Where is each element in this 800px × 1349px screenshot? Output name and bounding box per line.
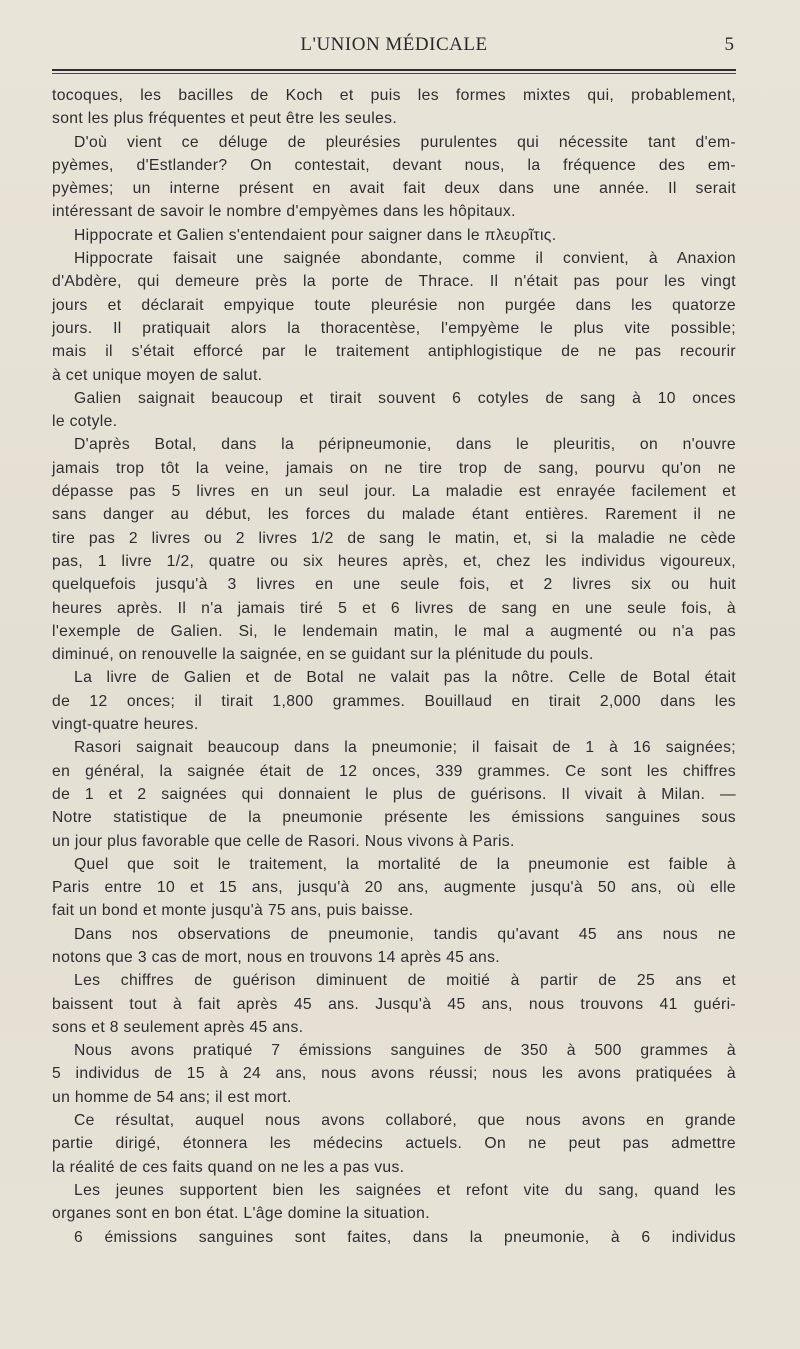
text-line: à cet unique moyen de salut. (52, 366, 263, 384)
text-line: intéressant de savoir le nombre d'empyèmes dans les hôpitaux. (52, 203, 516, 221)
text-line: Galien saignait beaucoup et tirait souvent 6 cotyles de sang à 10 onces (74, 389, 736, 407)
running-title: L'UNION MÉDICALE (300, 34, 488, 55)
text-line: de 12 onces; il tirait 1,800 grammes. Bouillaud en tirait 2,000 dans les (52, 692, 736, 710)
text-line: sans danger au début, les forces du malade étant entières. Rarement il ne (52, 506, 736, 524)
body-text (52, 84, 736, 1249)
text-line: un homme de 54 ans; il est mort. (52, 1088, 292, 1106)
text-line: 5 individus de 15 à 24 ans, nous avons réussi; nous les avons pratiquées à (52, 1065, 736, 1083)
text-line: fait un bond et monte jusqu'à 75 ans, puis baisse. (52, 902, 414, 920)
text-line: la réalité de ces faits quand on ne les a pas vus. (52, 1158, 405, 1176)
text-line: tocoques, les bacilles de Koch et puis les formes mixtes qui, probablement, (52, 87, 736, 104)
text-line: le cotyle. (52, 413, 118, 431)
text-line: Les jeunes supportent bien les saignées et refont vite du sang, quand les (74, 1181, 736, 1199)
text-line: tire pas 2 livres ou 2 livres 1/2 de sang le matin, et, si la maladie ne cède (52, 529, 736, 547)
text-line: Les chiffres de guérison diminuent de moitié à partir de 25 ans et (74, 972, 736, 990)
text-line: vingt-quatre heures. (52, 716, 199, 734)
page-header (52, 34, 736, 62)
text-line: 6 émissions sanguines sont faites, dans la pneumonie, à 6 individus (74, 1228, 736, 1246)
text-line: de 1 et 2 saignées qui donnaient le plus de guérisons. Il vivait à Milan. — (52, 785, 736, 803)
text-line: Paris entre 10 et 15 ans, jusqu'à 20 ans, augmente jusqu'à 50 ans, où elle (52, 879, 736, 897)
text-line: diminué, on renouvelle la saignée, en se guidant sur la plénitude du pouls. (52, 646, 594, 664)
text-line: D'où vient ce déluge de pleurésies purulentes qui nécessite tant d'em- (74, 133, 736, 151)
text-line: sons et 8 seulement après 45 ans. (52, 1018, 304, 1036)
text-line: quelquefois jusqu'à 3 livres en une seule fois, et 2 livres six ou huit (52, 576, 736, 594)
text-line: La livre de Galien et de Botal ne valait pas la nôtre. Celle de Botal était (74, 669, 736, 687)
text-line: Ce résultat, auquel nous avons collaboré, que nous avons en grande (74, 1112, 736, 1130)
text-line: un jour plus favorable que celle de Rasori. Nous vivons à Paris. (52, 832, 515, 850)
text-line: Quel que soit le traitement, la mortalité de la pneumonie est faible à (74, 855, 736, 873)
text-line: en général, la saignée était de 12 onces, 339 grammes. Ce sont les chiffres (52, 762, 736, 780)
text-line: partie dirigé, étonnera les médecins actuels. On ne peut pas admettre (52, 1135, 736, 1153)
header-rule-thin (52, 73, 736, 74)
text-line: D'après Botal, dans la péripneumonie, dans le pleuritis, on n'ouvre (74, 436, 736, 454)
text-line: pyèmes; un interne présent en avait fait deux dans une année. Il serait (52, 180, 736, 198)
header-rule (52, 69, 736, 71)
text-line: d'Abdère, qui demeure près la porte de Thrace. Il n'était pas pour les vingt (52, 273, 736, 291)
text-line: heures après. Il n'a jamais tiré 5 et 6 livres de sang en une seule fois, à (52, 599, 736, 617)
text-line: Hippocrate et Galien s'entendaient pour saigner dans le πλευρῖτις. (74, 226, 557, 244)
text-line: Hippocrate faisait une saignée abondante, comme il convient, à Anaxion (74, 250, 736, 268)
text-line: organes sont en bon état. L'âge domine la situation. (52, 1205, 430, 1223)
text-line: Nous avons pratiqué 7 émissions sanguines de 350 à 500 grammes à (74, 1042, 736, 1060)
text-line: Rasori saignait beaucoup dans la pneumonie; il faisait de 1 à 16 saignées; (74, 739, 736, 757)
text-line: jamais trop tôt la veine, jamais on ne tire trop de sang, pourvu qu'on ne (52, 459, 736, 477)
text-line: mais il s'était efforcé par le traitement antiphlogistique de ne pas recourir (52, 343, 736, 361)
text-line: pyèmes, d'Estlander? On contestait, devant nous, la fréquence des em- (52, 156, 736, 174)
text-line: notons que 3 cas de mort, nous en trouvons 14 après 45 ans. (52, 948, 500, 966)
text-line: dépasse pas 5 livres en un seul jour. La maladie est enrayée facilement et (52, 483, 736, 501)
text-line: l'exemple de Galien. Si, le lendemain matin, le mal a augmenté ou n'a pas (52, 622, 736, 640)
page-number: 5 (724, 34, 734, 55)
text-line: jours et déclarait empyique toute pleurésie non purgée dans les quatorze (52, 296, 736, 314)
text-line: pas, 1 livre 1/2, quatre ou six heures après, et, chez les individus vigoureux, (52, 552, 736, 570)
text-line: sont les plus fréquentes et peut être les seules. (52, 110, 398, 128)
text-line: Dans nos observations de pneumonie, tandis qu'avant 45 ans nous ne (74, 925, 736, 943)
text-line: Notre statistique de la pneumonie présente les émissions sanguines sous (52, 809, 736, 827)
text-line: jours. Il pratiquait alors la thoracentèse, l'empyème le plus vite possible; (52, 319, 736, 337)
text-line: baissent tout à fait après 45 ans. Jusqu'à 45 ans, nous trouvons 41 guéri- (52, 995, 736, 1013)
